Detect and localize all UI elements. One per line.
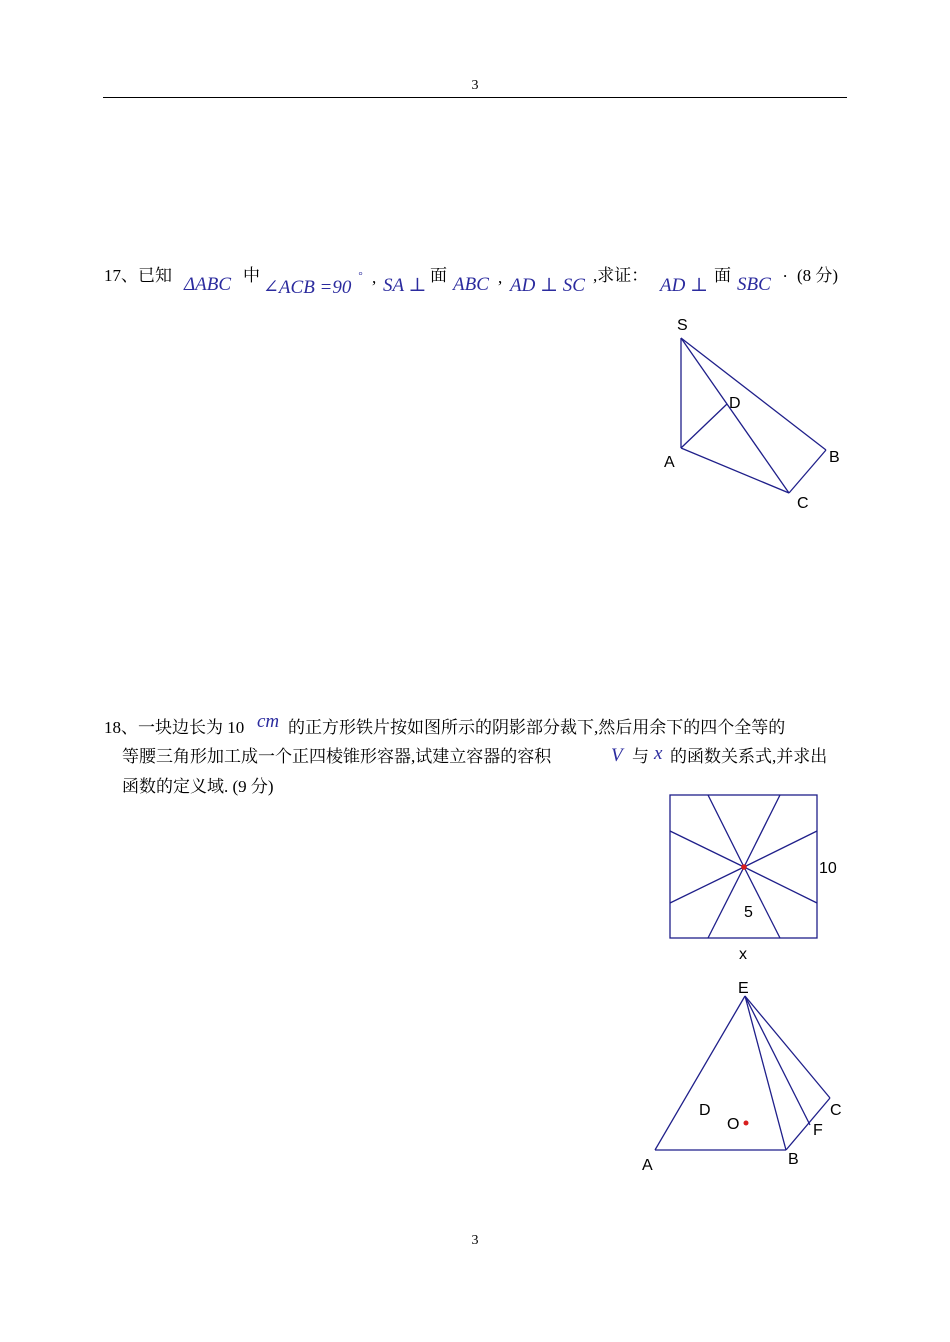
ray-right-bottom <box>744 867 817 903</box>
q18-line1-end: 的正方形铁片按如图所示的阴影部分裁下,然后用余下的四个全等的 <box>288 718 786 737</box>
q17-math-ad-perp: AD ⊥ <box>660 275 708 296</box>
edge-bc <box>786 1098 830 1150</box>
q17-score: (8 分) <box>797 266 839 285</box>
edge-bc <box>789 450 826 493</box>
q18-math-x: x <box>654 743 663 764</box>
header-page-number: 3 <box>471 78 479 93</box>
center-point <box>741 864 747 870</box>
label-e: E <box>738 980 749 997</box>
q17-text-mian-1: 面 <box>430 266 447 285</box>
label-a: A <box>664 454 675 471</box>
ray-left-top <box>670 831 744 867</box>
q17-math-triangle: ΔABC <box>184 274 232 295</box>
edge-eb <box>745 996 786 1150</box>
q18-line1-start: 18、一块边长为 10 <box>104 718 245 737</box>
segment-ad <box>681 404 727 448</box>
label-half-length: 5 <box>744 904 753 921</box>
q17-prefix: 17、已知 <box>104 266 172 285</box>
ray-left-bottom <box>670 867 744 903</box>
edge-ef <box>745 996 810 1125</box>
ray-top-right <box>744 795 780 867</box>
label-c: C <box>797 495 809 512</box>
footer-page-number: 3 <box>471 1233 479 1248</box>
label-b: B <box>788 1151 799 1168</box>
label-d: D <box>699 1102 711 1119</box>
ray-top-left <box>708 795 744 867</box>
point-o <box>744 1121 749 1126</box>
ray-right-top <box>744 831 817 867</box>
q17-comma-2: , <box>498 268 503 287</box>
q18-pyramid-figure <box>635 975 855 1180</box>
q17-math-abc: ABC <box>453 274 489 295</box>
q18-square-sheet-figure <box>660 785 850 970</box>
edge-sc <box>681 338 789 493</box>
q17-math-angle: ∠ACB =90 <box>263 277 352 298</box>
q17-text-zhong: 中 <box>243 266 260 285</box>
q18-line2-with: 与 <box>632 747 649 766</box>
q18-line2-end: 的函数关系式,并求出 <box>670 747 828 766</box>
q18-line3: 函数的定义域. (9 分) <box>122 777 274 796</box>
q18-math-cm: cm <box>257 711 280 732</box>
q18-math-v: V <box>611 745 623 766</box>
q17-math-ad-perp-sc: AD ⊥ SC <box>510 275 585 296</box>
label-c: C <box>830 1102 842 1119</box>
q17-math-sbc: SBC <box>737 274 771 295</box>
q17-comma-1: , <box>372 268 377 287</box>
ray-bottom-right <box>744 867 780 938</box>
q17-text-prove: ,求证： <box>593 266 649 285</box>
q17-math-degree: ° <box>358 270 363 282</box>
ray-bottom-left <box>708 867 744 938</box>
label-a: A <box>642 1157 653 1174</box>
q17-period: . <box>783 262 788 281</box>
edge-sb <box>681 338 826 450</box>
label-d: D <box>729 395 741 412</box>
label-b: B <box>829 449 840 466</box>
q17-math-sa-perp: SA ⊥ <box>383 275 427 296</box>
q17-tetrahedron-figure <box>655 312 855 517</box>
label-f: F <box>813 1122 823 1139</box>
label-s: S <box>677 317 688 334</box>
header-rule <box>103 97 847 98</box>
q17-text-mian-2: 面 <box>714 266 731 285</box>
label-x: x <box>739 946 747 963</box>
edge-ec <box>745 996 830 1098</box>
q18-line2-start: 等腰三角形加工成一个正四棱锥形容器,试建立容器的容积 <box>122 747 552 766</box>
label-side-length: 10 <box>819 860 837 877</box>
label-o: O <box>727 1116 740 1133</box>
